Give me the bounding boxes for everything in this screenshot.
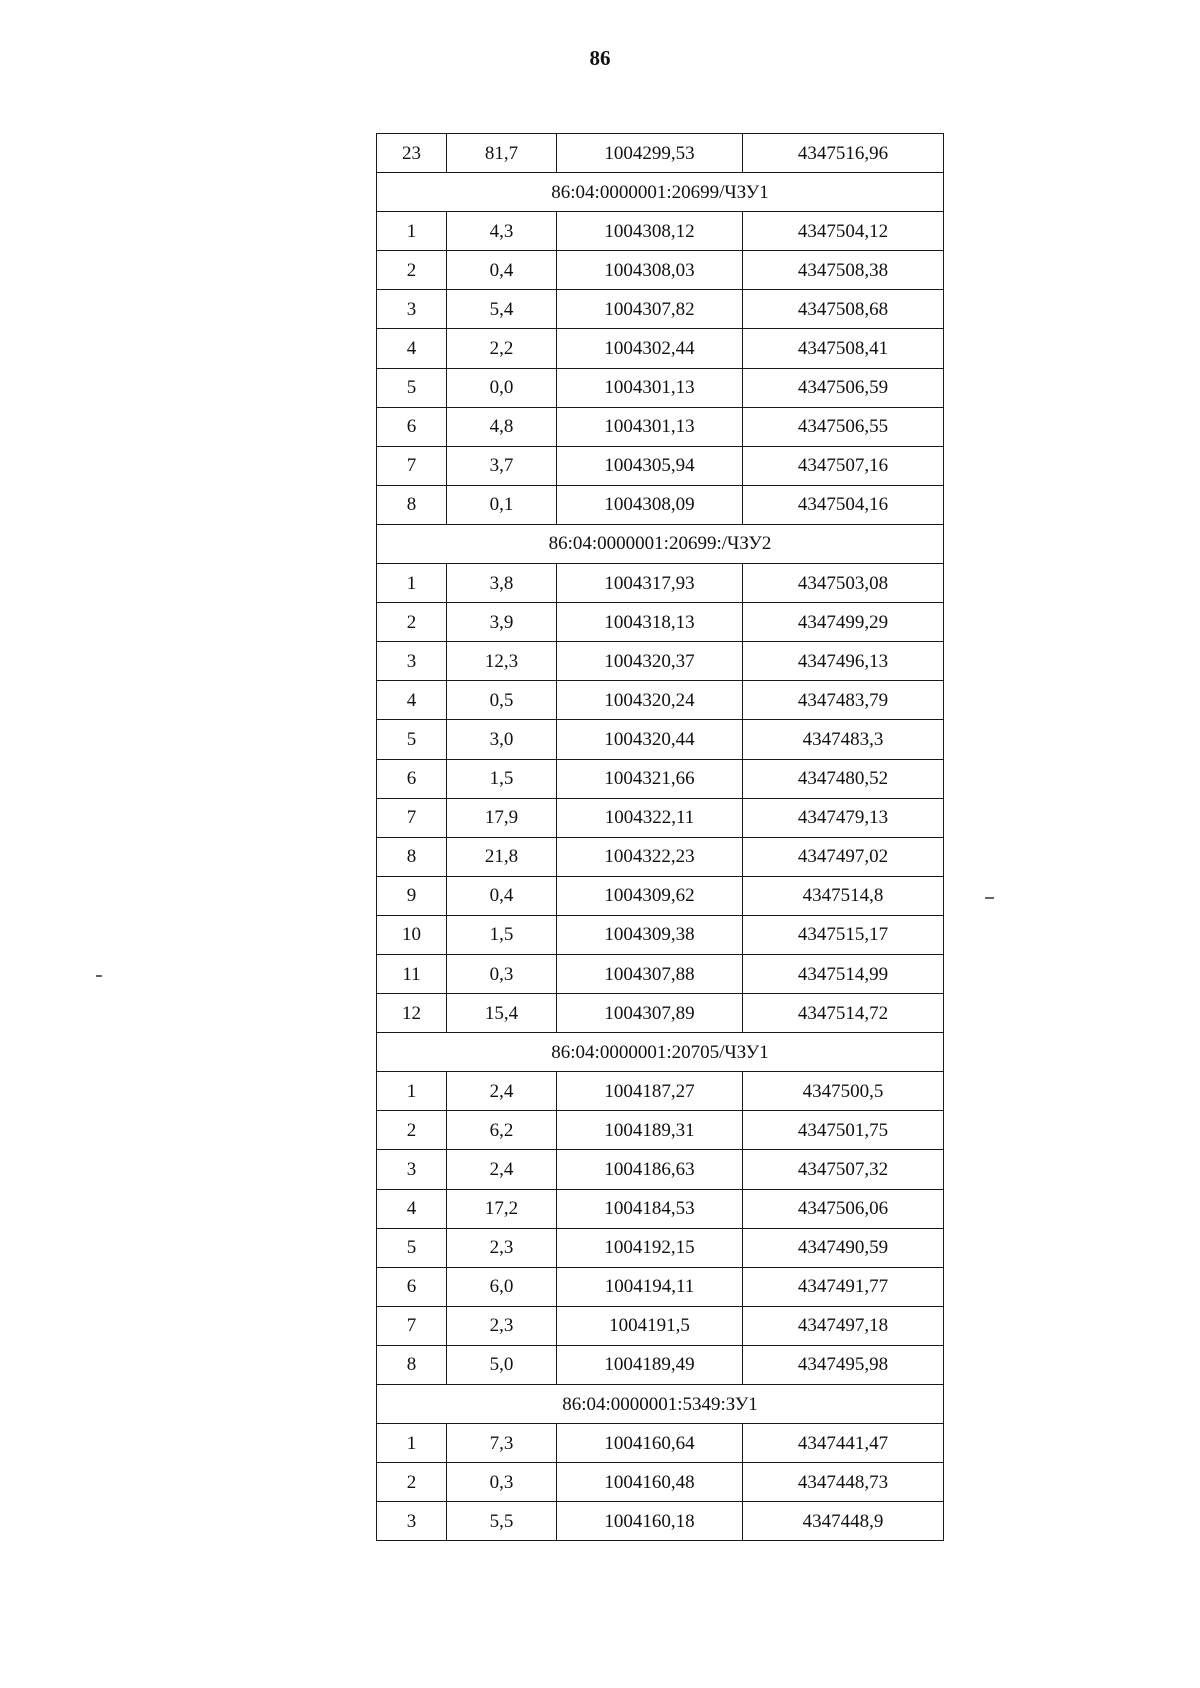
table-row <box>377 1111 944 1150</box>
x-coordinate-cell: 1004307,82 <box>557 290 743 329</box>
y-coordinate-cell: 4347483,3 <box>743 720 944 759</box>
point-number-cell: 2 <box>377 1463 447 1502</box>
y-coordinate-cell: 4347497,02 <box>743 837 944 876</box>
point-number-cell: 23 <box>377 134 447 173</box>
table-row <box>377 446 944 485</box>
x-coordinate-cell: 1004192,15 <box>557 1228 743 1267</box>
x-coordinate-cell: 1004308,03 <box>557 251 743 290</box>
table-row <box>377 876 944 915</box>
y-coordinate-cell: 4347490,59 <box>743 1228 944 1267</box>
table-row <box>377 564 944 603</box>
distance-cell: 1,5 <box>447 759 557 798</box>
point-number-cell: 1 <box>377 1424 447 1463</box>
section-header-row <box>377 173 944 212</box>
table-row <box>377 212 944 251</box>
x-coordinate-cell: 1004186,63 <box>557 1150 743 1189</box>
section-label: 86:04:0000001:5349:ЗУ1 <box>377 1385 944 1424</box>
point-number-cell: 9 <box>377 876 447 915</box>
point-number-cell: 3 <box>377 1150 447 1189</box>
point-number-cell: 2 <box>377 251 447 290</box>
distance-cell: 17,9 <box>447 798 557 837</box>
x-coordinate-cell: 1004189,49 <box>557 1345 743 1384</box>
distance-cell: 2,3 <box>447 1306 557 1345</box>
table-row <box>377 994 944 1033</box>
section-header-row <box>377 1033 944 1072</box>
x-coordinate-cell: 1004187,27 <box>557 1072 743 1111</box>
distance-cell: 6,2 <box>447 1111 557 1150</box>
table-row <box>377 642 944 681</box>
point-number-cell: 7 <box>377 446 447 485</box>
y-coordinate-cell: 4347480,52 <box>743 759 944 798</box>
y-coordinate-cell: 4347483,79 <box>743 681 944 720</box>
distance-cell: 17,2 <box>447 1189 557 1228</box>
y-coordinate-cell: 4347508,68 <box>743 290 944 329</box>
distance-cell: 0,3 <box>447 954 557 993</box>
table-row <box>377 1228 944 1267</box>
y-coordinate-cell: 4347448,73 <box>743 1463 944 1502</box>
point-number-cell: 5 <box>377 720 447 759</box>
coordinates-table <box>376 133 944 1541</box>
table-row <box>377 1463 944 1502</box>
distance-cell: 0,4 <box>447 251 557 290</box>
scan-speck <box>96 975 102 977</box>
point-number-cell: 2 <box>377 1111 447 1150</box>
x-coordinate-cell: 1004301,13 <box>557 368 743 407</box>
table-row <box>377 1150 944 1189</box>
y-coordinate-cell: 4347508,41 <box>743 329 944 368</box>
x-coordinate-cell: 1004191,5 <box>557 1306 743 1345</box>
point-number-cell: 3 <box>377 290 447 329</box>
y-coordinate-cell: 4347491,77 <box>743 1267 944 1306</box>
y-coordinate-cell: 4347479,13 <box>743 798 944 837</box>
table-row <box>377 1424 944 1463</box>
x-coordinate-cell: 1004302,44 <box>557 329 743 368</box>
table-row <box>377 915 944 954</box>
distance-cell: 3,9 <box>447 603 557 642</box>
x-coordinate-cell: 1004322,11 <box>557 798 743 837</box>
x-coordinate-cell: 1004301,13 <box>557 407 743 446</box>
table-row <box>377 1502 944 1541</box>
section-label: 86:04:0000001:20699/ЧЗУ1 <box>377 173 944 212</box>
y-coordinate-cell: 4347514,72 <box>743 994 944 1033</box>
x-coordinate-cell: 1004320,44 <box>557 720 743 759</box>
distance-cell: 12,3 <box>447 642 557 681</box>
x-coordinate-cell: 1004320,37 <box>557 642 743 681</box>
x-coordinate-cell: 1004320,24 <box>557 681 743 720</box>
distance-cell: 0,5 <box>447 681 557 720</box>
point-number-cell: 6 <box>377 759 447 798</box>
distance-cell: 5,0 <box>447 1345 557 1384</box>
distance-cell: 2,2 <box>447 329 557 368</box>
point-number-cell: 7 <box>377 798 447 837</box>
distance-cell: 0,1 <box>447 485 557 524</box>
section-header-row <box>377 1385 944 1424</box>
point-number-cell: 1 <box>377 564 447 603</box>
distance-cell: 15,4 <box>447 994 557 1033</box>
point-number-cell: 1 <box>377 212 447 251</box>
x-coordinate-cell: 1004322,23 <box>557 837 743 876</box>
point-number-cell: 6 <box>377 407 447 446</box>
point-number-cell: 5 <box>377 1228 447 1267</box>
y-coordinate-cell: 4347496,13 <box>743 642 944 681</box>
point-number-cell: 6 <box>377 1267 447 1306</box>
distance-cell: 4,8 <box>447 407 557 446</box>
section-label: 86:04:0000001:20699:/ЧЗУ2 <box>377 524 944 563</box>
x-coordinate-cell: 1004194,11 <box>557 1267 743 1306</box>
y-coordinate-cell: 4347507,32 <box>743 1150 944 1189</box>
table-row <box>377 407 944 446</box>
distance-cell: 0,3 <box>447 1463 557 1502</box>
distance-cell: 6,0 <box>447 1267 557 1306</box>
x-coordinate-cell: 1004309,38 <box>557 915 743 954</box>
point-number-cell: 10 <box>377 915 447 954</box>
distance-cell: 5,5 <box>447 1502 557 1541</box>
scan-speck <box>985 897 994 899</box>
table-row <box>377 485 944 524</box>
table-row <box>377 798 944 837</box>
distance-cell: 3,7 <box>447 446 557 485</box>
y-coordinate-cell: 4347507,16 <box>743 446 944 485</box>
table-row <box>377 603 944 642</box>
point-number-cell: 4 <box>377 681 447 720</box>
y-coordinate-cell: 4347499,29 <box>743 603 944 642</box>
point-number-cell: 8 <box>377 1345 447 1384</box>
x-coordinate-cell: 1004321,66 <box>557 759 743 798</box>
y-coordinate-cell: 4347506,59 <box>743 368 944 407</box>
y-coordinate-cell: 4347515,17 <box>743 915 944 954</box>
x-coordinate-cell: 1004160,64 <box>557 1424 743 1463</box>
distance-cell: 0,0 <box>447 368 557 407</box>
distance-cell: 7,3 <box>447 1424 557 1463</box>
x-coordinate-cell: 1004160,18 <box>557 1502 743 1541</box>
table-row <box>377 681 944 720</box>
distance-cell: 3,0 <box>447 720 557 759</box>
y-coordinate-cell: 4347504,16 <box>743 485 944 524</box>
y-coordinate-cell: 4347504,12 <box>743 212 944 251</box>
point-number-cell: 12 <box>377 994 447 1033</box>
y-coordinate-cell: 4347508,38 <box>743 251 944 290</box>
distance-cell: 21,8 <box>447 837 557 876</box>
table-row <box>377 368 944 407</box>
y-coordinate-cell: 4347495,98 <box>743 1345 944 1384</box>
point-number-cell: 1 <box>377 1072 447 1111</box>
x-coordinate-cell: 1004309,62 <box>557 876 743 915</box>
distance-cell: 0,4 <box>447 876 557 915</box>
table-row <box>377 134 944 173</box>
y-coordinate-cell: 4347500,5 <box>743 1072 944 1111</box>
distance-cell: 81,7 <box>447 134 557 173</box>
table-row <box>377 1267 944 1306</box>
point-number-cell: 4 <box>377 329 447 368</box>
y-coordinate-cell: 4347516,96 <box>743 134 944 173</box>
distance-cell: 3,8 <box>447 564 557 603</box>
x-coordinate-cell: 1004184,53 <box>557 1189 743 1228</box>
point-number-cell: 5 <box>377 368 447 407</box>
section-label: 86:04:0000001:20705/ЧЗУ1 <box>377 1033 944 1072</box>
y-coordinate-cell: 4347506,55 <box>743 407 944 446</box>
distance-cell: 4,3 <box>447 212 557 251</box>
table-row <box>377 720 944 759</box>
distance-cell: 1,5 <box>447 915 557 954</box>
distance-cell: 2,4 <box>447 1150 557 1189</box>
table-row <box>377 251 944 290</box>
point-number-cell: 2 <box>377 603 447 642</box>
point-number-cell: 8 <box>377 837 447 876</box>
distance-cell: 2,3 <box>447 1228 557 1267</box>
y-coordinate-cell: 4347503,08 <box>743 564 944 603</box>
point-number-cell: 4 <box>377 1189 447 1228</box>
x-coordinate-cell: 1004307,89 <box>557 994 743 1033</box>
x-coordinate-cell: 1004305,94 <box>557 446 743 485</box>
x-coordinate-cell: 1004299,53 <box>557 134 743 173</box>
page-number: 86 <box>589 46 611 70</box>
point-number-cell: 3 <box>377 642 447 681</box>
table-row <box>377 1072 944 1111</box>
table-row <box>377 290 944 329</box>
table-row <box>377 837 944 876</box>
x-coordinate-cell: 1004189,31 <box>557 1111 743 1150</box>
table-row <box>377 759 944 798</box>
table-row <box>377 954 944 993</box>
distance-cell: 2,4 <box>447 1072 557 1111</box>
x-coordinate-cell: 1004160,48 <box>557 1463 743 1502</box>
table-row <box>377 1345 944 1384</box>
table-row <box>377 1189 944 1228</box>
x-coordinate-cell: 1004308,09 <box>557 485 743 524</box>
x-coordinate-cell: 1004308,12 <box>557 212 743 251</box>
x-coordinate-cell: 1004307,88 <box>557 954 743 993</box>
section-header-row <box>377 524 944 563</box>
y-coordinate-cell: 4347448,9 <box>743 1502 944 1541</box>
table-row <box>377 329 944 368</box>
point-number-cell: 11 <box>377 954 447 993</box>
distance-cell: 5,4 <box>447 290 557 329</box>
y-coordinate-cell: 4347514,8 <box>743 876 944 915</box>
y-coordinate-cell: 4347514,99 <box>743 954 944 993</box>
table-row <box>377 1306 944 1345</box>
y-coordinate-cell: 4347497,18 <box>743 1306 944 1345</box>
y-coordinate-cell: 4347441,47 <box>743 1424 944 1463</box>
point-number-cell: 7 <box>377 1306 447 1345</box>
point-number-cell: 8 <box>377 485 447 524</box>
x-coordinate-cell: 1004317,93 <box>557 564 743 603</box>
point-number-cell: 3 <box>377 1502 447 1541</box>
y-coordinate-cell: 4347506,06 <box>743 1189 944 1228</box>
y-coordinate-cell: 4347501,75 <box>743 1111 944 1150</box>
x-coordinate-cell: 1004318,13 <box>557 603 743 642</box>
